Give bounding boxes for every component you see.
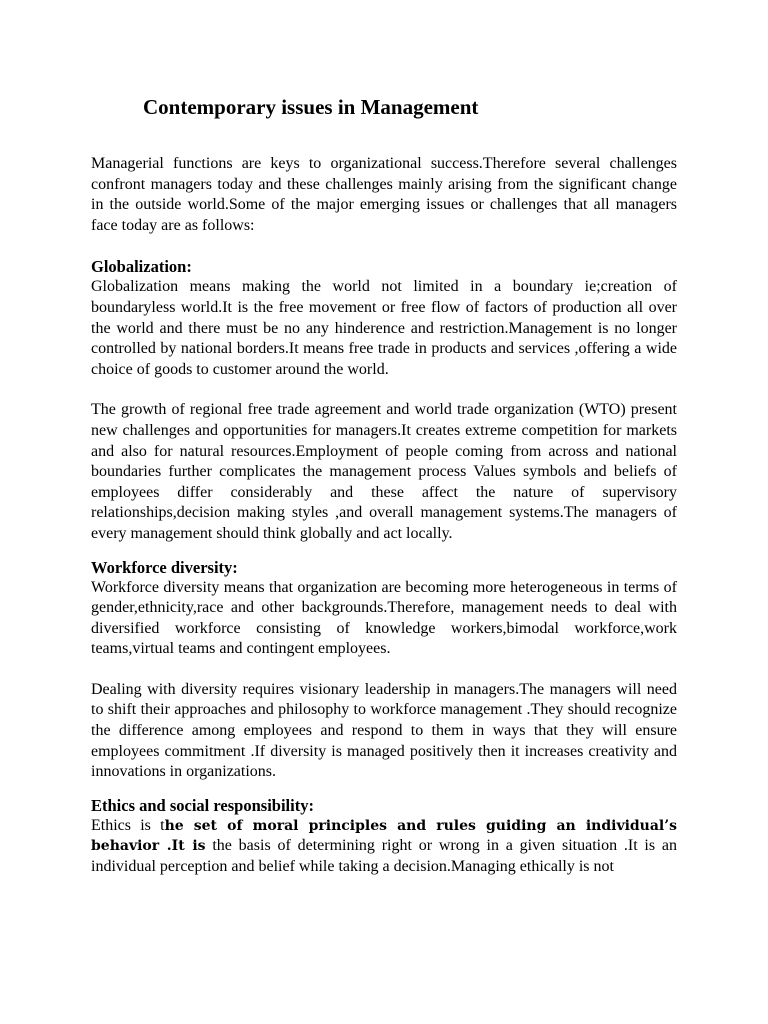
document-title: Contemporary issues in Management [143, 95, 479, 119]
section-heading-workforce-diversity: Workforce diversity: [91, 557, 238, 577]
ethics-paragraph [91, 816, 677, 878]
section-heading-ethics: Ethics and social responsibility: [91, 795, 314, 815]
ethics-paragraph-clip [91, 816, 677, 878]
document-body [91, 154, 677, 878]
ethics-rest: the basis of determining right or wrong in a given situation .It is an individual perception and belief while taking a decision.Managing ethically is not [91, 837, 677, 876]
globalization-paragraph-1: Globalization means making the world not limited in a boundary ie;creation of boundaryless world.It is the free movement or free flow of factors of production all over the world and there must be no any hinderence and restriction.Management is no longer controlled by national borders.It means free trade in products and services ,offering a wide choice of goods to customer around the world. [91, 278, 677, 378]
workforce-diversity-paragraph-2: Dealing with diversity requires visionary leadership in managers.The managers will need to shift their approaches and philosophy to workforce management .They should recognize the difference among employees and respond to them in ways that they will ensure employees commitment .If diversity is managed positively then it increases creativity and innovations in organizations. [91, 680, 677, 781]
ethics-bold-run: he set of moral principles and rules guiding an individual’s behavior .It is [91, 817, 677, 855]
globalization-paragraph-2: The growth of regional free trade agreement and world trade organization (WTO) present new challenges and opportunities for managers.It creates extreme competition for markets and also for natural resources.Employment of people coming from across and national boundaries further complicates the management process Values symbols and beliefs of employees differ considerably and these affect the nature of supervisory relationships,decision making styles ,and overall management systems.The managers of every management should think globally and act locally. [91, 401, 677, 542]
section-heading-globalization: Globalization: [91, 257, 192, 277]
workforce-diversity-paragraph-1: Workforce diversity means that organization are becoming more heterogeneous in terms of gender,ethnicity,race and other backgrounds.Therefore, management needs to deal with diversified workforce consisting of knowledge workers,bimodal workforce,work teams,virtual teams and contingent employees. [91, 578, 677, 658]
ethics-lead: Ethics is t [91, 816, 165, 834]
intro-paragraph: Managerial functions are keys to organizational success.Therefore several challenges confront managers today and these challenges mainly arising from the significant change in the outside world.Some of the major emerging issues or challenges that all managers face today are as follows: [91, 155, 677, 234]
